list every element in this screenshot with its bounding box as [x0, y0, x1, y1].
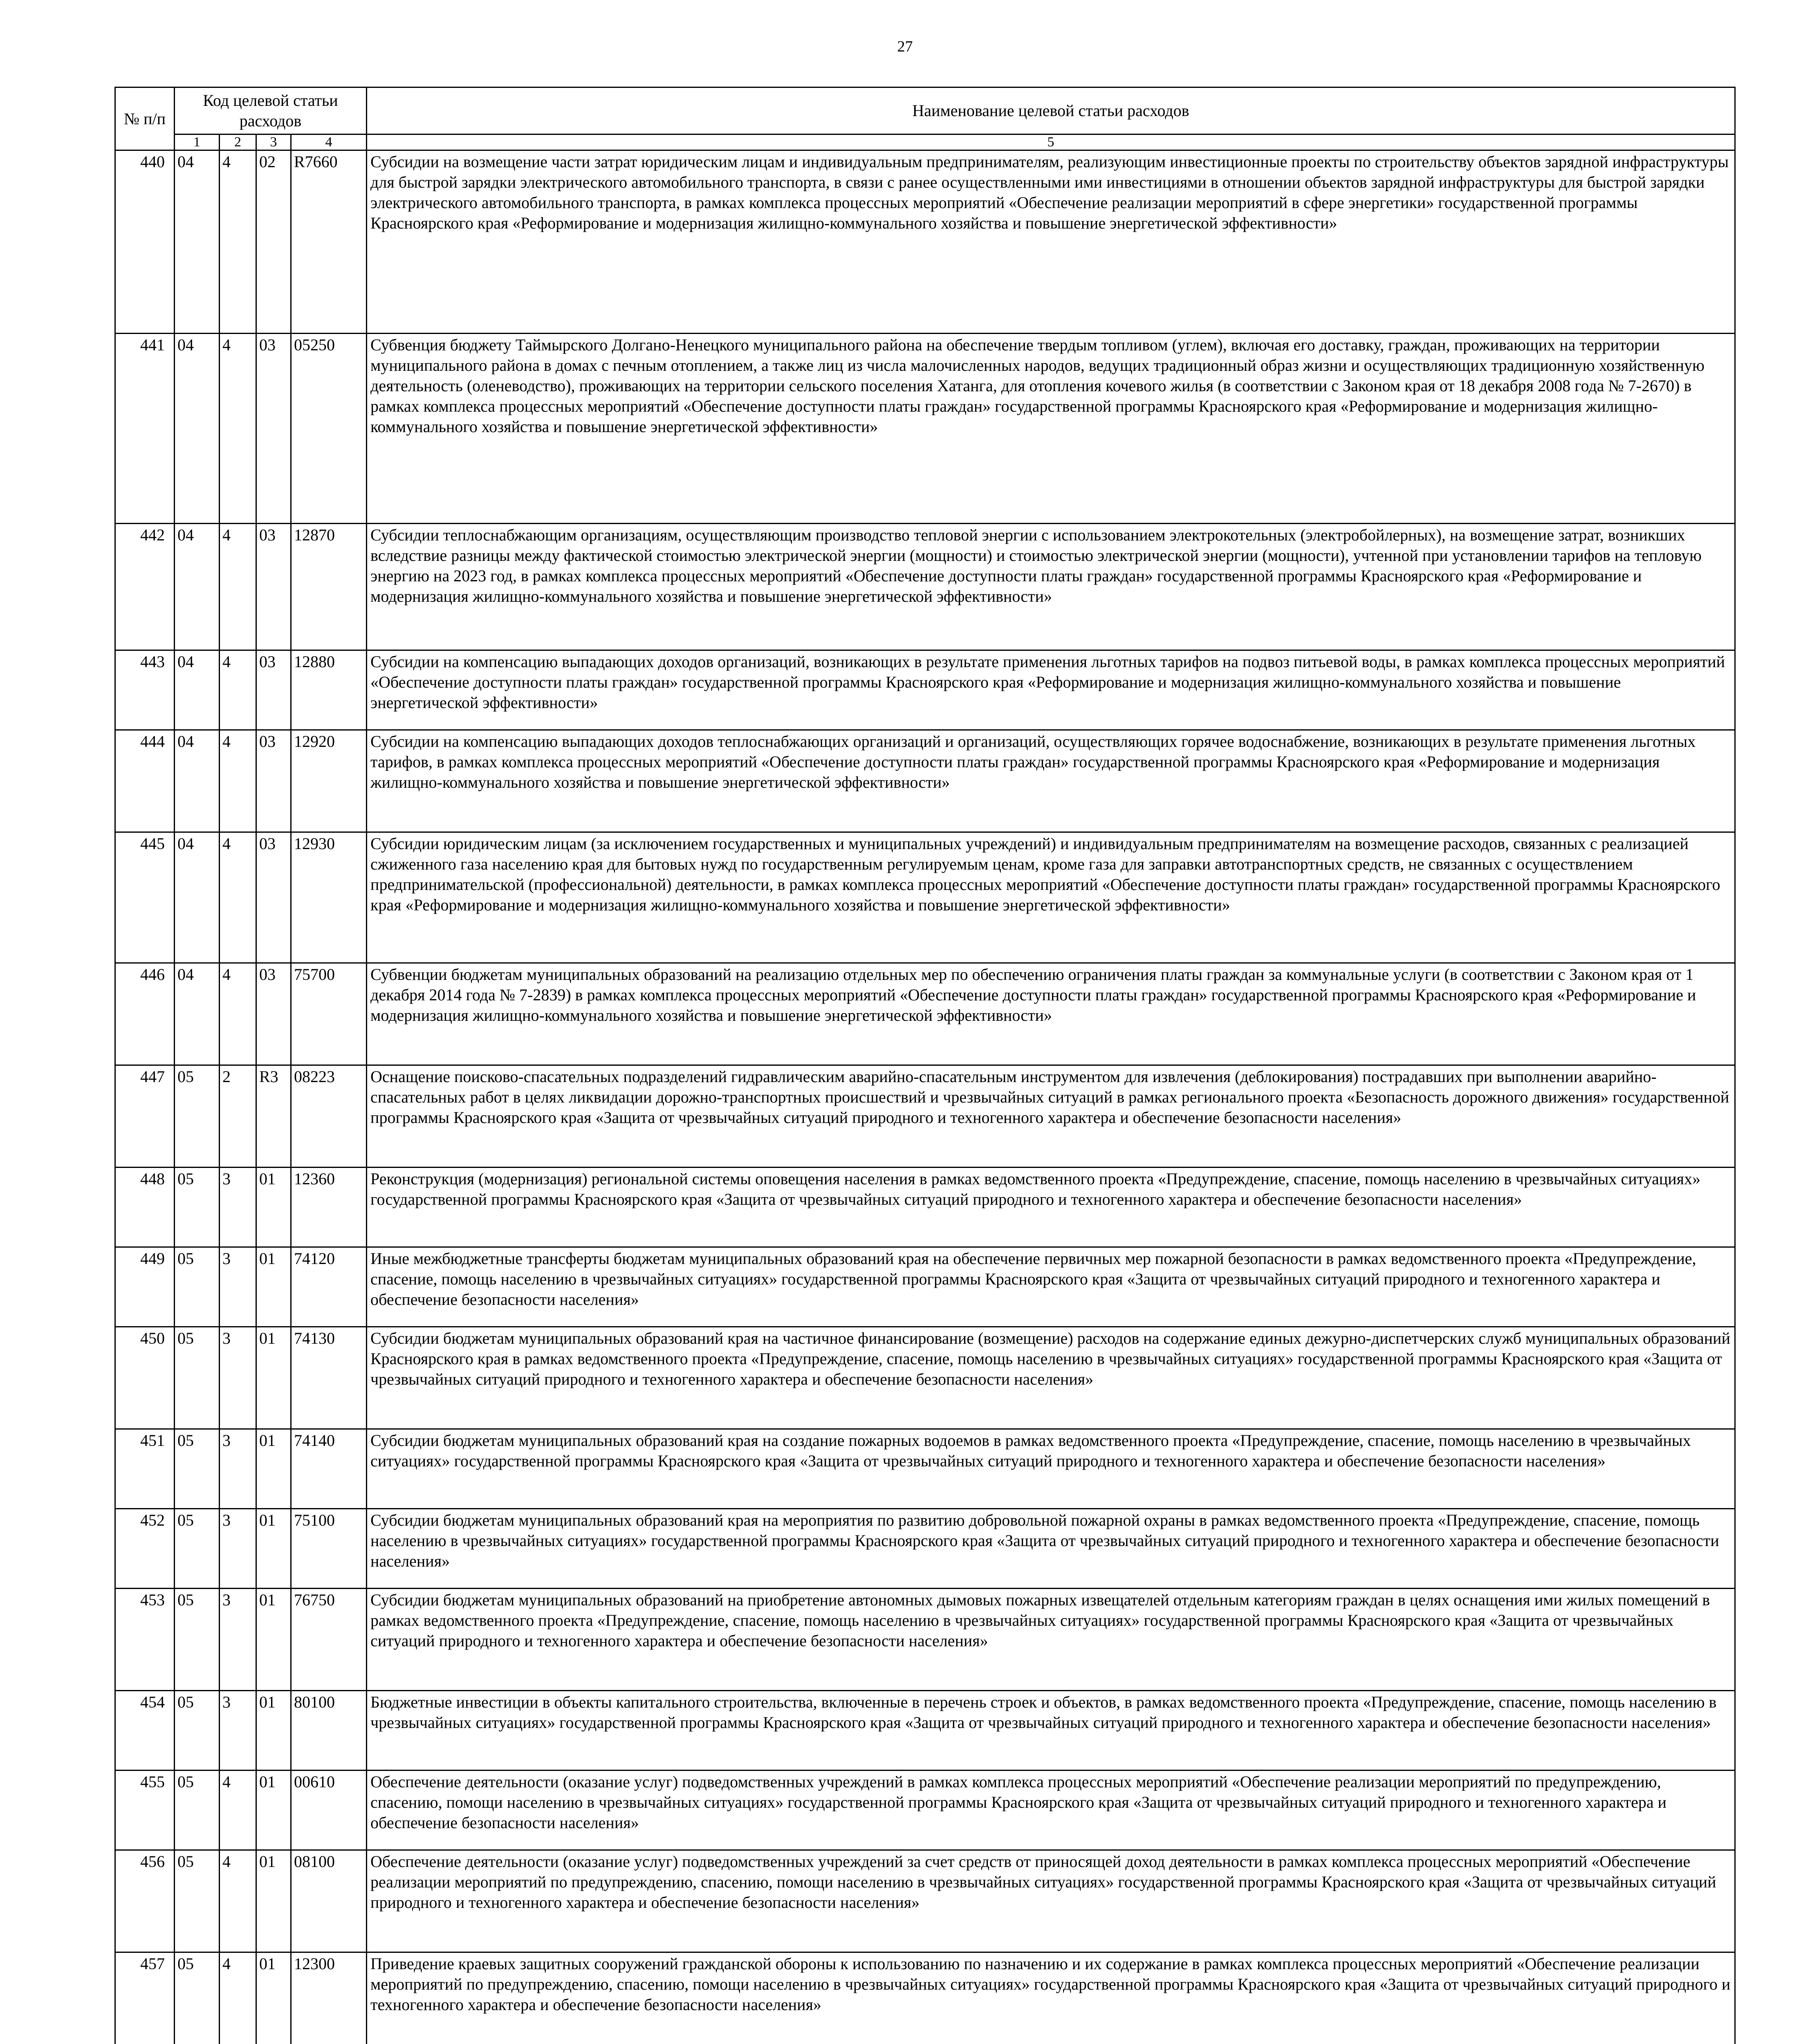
table-row	[115, 1952, 1735, 2044]
expense-description: Субсидии бюджетам муниципальных образований края на частичное финансирование (возмещение) расходов на содержание единых дежурно-диспетчерских служб муниципальных образований Красноярского края в рамках ведомственного проекта «Предупреждение, спасение, помощь населению в чрезвычайных ситуациях» государственной программы Красноярского края «Защита от чрезвычайных ситуаций природного и техногенного характера и обеспечение безопасности населения»	[367, 1327, 1735, 1429]
row-number: 454	[115, 1691, 175, 1771]
row-number: 449	[115, 1247, 175, 1327]
code-part-4: 12880	[291, 650, 367, 730]
code-part-1: 04	[175, 524, 220, 650]
code-part-3: 01	[256, 1850, 291, 1952]
code-part-3: 01	[256, 1952, 291, 2044]
code-part-4: 12930	[291, 832, 367, 963]
col-header-code: Код целевой статьи расходов	[175, 87, 367, 134]
code-part-2: 4	[220, 524, 256, 650]
table-row	[115, 1247, 1735, 1327]
index-row	[115, 134, 1735, 150]
code-part-4: 74130	[291, 1327, 367, 1429]
row-number: 447	[115, 1065, 175, 1168]
row-number: 441	[115, 334, 175, 524]
code-part-1: 05	[175, 1065, 220, 1168]
code-part-2: 4	[220, 1952, 256, 2044]
code-part-1: 05	[175, 1168, 220, 1247]
table-row	[115, 1850, 1735, 1952]
code-part-3: 01	[256, 1589, 291, 1691]
code-part-3: 01	[256, 1771, 291, 1850]
code-part-1: 05	[175, 1327, 220, 1429]
row-number: 443	[115, 650, 175, 730]
expense-description: Субсидии бюджетам муниципальных образований края на мероприятия по развитию добровольной пожарной охраны в рамках ведомственного проекта «Предупреждение, спасение, помощь населению в чрезвычайных ситуациях» государственной программы Красноярского края «Защита от чрезвычайных ситуаций природного и техногенного характера и обеспечение безопасности населения»	[367, 1509, 1735, 1589]
expense-description: Субсидии юридическим лицам (за исключением государственных и муниципальных учреждений) и индивидуальным предпринимателям на возмещение расходов, связанных с реализацией сжиженного газа населению края для бытовых нужд по государственным регулируемым ценам, кроме газа для заправки автотранспортных средств, не связанных с осуществлением предпринимательской (профессиональной) деятельности, в рамках комплекса процессных мероприятий «Обеспечение доступности платы граждан» государственной программы Красноярского края «Реформирование и модернизация жилищно-коммунального хозяйства и повышение энергетической эффективности»	[367, 832, 1735, 963]
code-part-4: R7660	[291, 150, 367, 334]
row-number: 444	[115, 730, 175, 832]
code-part-4: 12870	[291, 524, 367, 650]
index-cell: 2	[220, 134, 256, 150]
code-part-2: 3	[220, 1247, 256, 1327]
code-part-3: 01	[256, 1168, 291, 1247]
expense-description: Реконструкция (модернизация) региональной системы оповещения населения в рамках ведомственного проекта «Предупреждение, спасение, помощь населению в чрезвычайных ситуациях» государственной программы Красноярского края «Защита от чрезвычайных ситуаций природного и техногенного характера и обеспечение безопасности населения»	[367, 1168, 1735, 1247]
code-part-1: 05	[175, 1429, 220, 1509]
code-part-4: 80100	[291, 1691, 367, 1771]
row-number: 455	[115, 1771, 175, 1850]
code-part-1: 05	[175, 1850, 220, 1952]
code-part-2: 2	[220, 1065, 256, 1168]
code-part-1: 05	[175, 1509, 220, 1589]
code-part-4: 75100	[291, 1509, 367, 1589]
code-part-1: 04	[175, 730, 220, 832]
expense-description: Субсидии теплоснабжающим организациям, осуществляющим производство тепловой энергии с использованием электрокотельных (электробойлерных), на возмещение затрат, возникших вследствие разницы между фактической стоимостью электрической энергии (мощности) и стоимостью электрической энергии (мощности), учтенной при установлении тарифов на тепловую энергию на 2023 год, в рамках комплекса процессных мероприятий «Обеспечение доступности платы граждан» государственной программы Красноярского края «Реформирование и модернизация жилищно-коммунального хозяйства и повышение энергетической эффективности»	[367, 524, 1735, 650]
budget-table	[114, 87, 1736, 2044]
expense-description: Приведение краевых защитных сооружений гражданской обороны к использованию по назначению и их содержание в рамках комплекса процессных мероприятий «Обеспечение реализации мероприятий по предупреждению, спасению, помощи населению в чрезвычайных ситуациях» государственной программы Красноярского края «Защита от чрезвычайных ситуаций природного и техногенного характера и обеспечение безопасности населения»	[367, 1952, 1735, 2044]
code-part-3: 01	[256, 1509, 291, 1589]
index-cell: 3	[256, 134, 291, 150]
expense-description: Субсидии на возмещение части затрат юридическим лицам и индивидуальным предпринимателям, реализующим инвестиционные проекты по строительству объектов зарядной инфраструктуры для быстрой зарядки электрического автомобильного транспорта, в связи с ранее осуществленными ими инвестициями в отношении объектов зарядной инфраструктуры для быстрой зарядки электрического автомобильного транспорта, в рамках комплекса процессных мероприятий «Обеспечение реализации мероприятий в сфере энергетики» государственной программы Красноярского края «Реформирование и модернизация жилищно-коммунального хозяйства и повышение энергетической эффективности»	[367, 150, 1735, 334]
code-part-1: 05	[175, 1589, 220, 1691]
code-part-3: 03	[256, 963, 291, 1065]
col-header-name: Наименование целевой статьи расходов	[367, 87, 1735, 134]
code-part-4: 74140	[291, 1429, 367, 1509]
expense-description: Оснащение поисково-спасательных подразделений гидравлическим аварийно-спасательным инструментом для извлечения (деблокирования) пострадавших при выполнении аварийно-спасательных работ в целях ликвидации дорожно-транспортных происшествий и чрезвычайных ситуаций в рамках регионального проекта «Безопасность дорожного движения» государственной программы Красноярского края «Защита от чрезвычайных ситуаций природного и техногенного характера и обеспечение безопасности населения»	[367, 1065, 1735, 1168]
row-number: 440	[115, 150, 175, 334]
row-number: 445	[115, 832, 175, 963]
code-part-4: 05250	[291, 334, 367, 524]
code-part-1: 04	[175, 150, 220, 334]
table-row	[115, 1327, 1735, 1429]
code-part-4: 12360	[291, 1168, 367, 1247]
code-part-2: 3	[220, 1327, 256, 1429]
code-part-3: 01	[256, 1327, 291, 1429]
code-part-3: 03	[256, 832, 291, 963]
row-number: 446	[115, 963, 175, 1065]
expense-description: Иные межбюджетные трансферты бюджетам муниципальных образований края на обеспечение первичных мер пожарной безопасности в рамках ведомственного проекта «Предупреждение, спасение, помощь населению в чрезвычайных ситуациях» государственной программы Красноярского края «Защита от чрезвычайных ситуаций природного и техногенного характера и обеспечение безопасности населения»	[367, 1247, 1735, 1327]
code-part-4: 74120	[291, 1247, 367, 1327]
code-part-1: 05	[175, 1691, 220, 1771]
code-part-3: 03	[256, 730, 291, 832]
code-part-3: 01	[256, 1691, 291, 1771]
code-part-2: 4	[220, 832, 256, 963]
expense-description: Субсидии на компенсацию выпадающих доходов теплоснабжающих организаций и организаций, осуществляющих горячее водоснабжение, возникающих в результате применения льготных тарифов, в рамках комплекса процессных мероприятий «Обеспечение доступности платы граждан» государственной программы Красноярского края «Реформирование и модернизация жилищно-коммунального хозяйства и повышение энергетической эффективности»	[367, 730, 1735, 832]
expense-description: Субсидии бюджетам муниципальных образований края на создание пожарных водоемов в рамках ведомственного проекта «Предупреждение, спасение, помощь населению в чрезвычайных ситуациях» государственной программы Красноярского края «Защита от чрезвычайных ситуаций природного и техногенного характера и обеспечение безопасности населения»	[367, 1429, 1735, 1509]
code-part-3: 03	[256, 334, 291, 524]
code-part-4: 08223	[291, 1065, 367, 1168]
code-part-4: 75700	[291, 963, 367, 1065]
expense-description: Субвенция бюджету Таймырского Долгано-Ненецкого муниципального района на обеспечение твердым топливом (углем), включая его доставку, граждан, проживающих на территории муниципального района в домах с печным отоплением, а также лиц из числа малочисленных народов, ведущих традиционный образ жизни и осуществляющих традиционную хозяйственную деятельность (оленеводство), проживающих на территории сельского поселения Хатанга, для отопления кочевого жилья (в соответствии с Законом края от 18 декабря 2008 года № 7-2670) в рамках комплекса процессных мероприятий «Обеспечение доступности платы граждан» государственной программы Красноярского края «Реформирование и модернизация жилищно-коммунального хозяйства и повышение энергетической эффективности»	[367, 334, 1735, 524]
code-part-2: 4	[220, 334, 256, 524]
code-part-1: 05	[175, 1771, 220, 1850]
code-part-1: 04	[175, 650, 220, 730]
code-part-4: 76750	[291, 1589, 367, 1691]
code-part-4: 00610	[291, 1771, 367, 1850]
code-part-2: 4	[220, 650, 256, 730]
table-row	[115, 150, 1735, 334]
code-part-1: 04	[175, 334, 220, 524]
code-part-3: 01	[256, 1429, 291, 1509]
row-number: 456	[115, 1850, 175, 1952]
code-part-3: 03	[256, 650, 291, 730]
code-part-4: 08100	[291, 1850, 367, 1952]
expense-description: Субвенции бюджетам муниципальных образований на реализацию отдельных мер по обеспечению ограничения платы граждан за коммунальные услуги (в соответствии с Законом края от 1 декабря 2014 года № 7-2839) в рамках комплекса процессных мероприятий «Обеспечение доступности платы граждан» государственной программы Красноярского края «Реформирование и модернизация жилищно-коммунального хозяйства и повышение энергетической эффективности»	[367, 963, 1735, 1065]
code-part-3: 01	[256, 1247, 291, 1327]
table-row	[115, 1168, 1735, 1247]
code-part-2: 3	[220, 1429, 256, 1509]
table-row	[115, 1065, 1735, 1168]
code-part-1: 05	[175, 1247, 220, 1327]
table-row	[115, 832, 1735, 963]
row-number: 453	[115, 1589, 175, 1691]
code-part-2: 3	[220, 1589, 256, 1691]
col-header-number: № п/п	[115, 87, 175, 150]
expense-description: Бюджетные инвестиции в объекты капитального строительства, включенные в перечень строек и объектов, в рамках ведомственного проекта «Предупреждение, спасение, помощь населению в чрезвычайных ситуациях» государственной программы Красноярского края «Защита от чрезвычайных ситуаций природного и техногенного характера и обеспечение безопасности населения»	[367, 1691, 1735, 1771]
code-part-4: 12300	[291, 1952, 367, 2044]
expense-description: Субсидии бюджетам муниципальных образований на приобретение автономных дымовых пожарных извещателей отдельным категориям граждан в целях оснащения ими жилых помещений в рамках ведомственного проекта «Предупреждение, спасение, помощь населению в чрезвычайных ситуациях» государственной программы Красноярского края «Защита от чрезвычайных ситуаций природного и техногенного характера и обеспечение безопасности населения»	[367, 1589, 1735, 1691]
expense-description: Обеспечение деятельности (оказание услуг) подведомственных учреждений за счет средств от приносящей доход деятельности в рамках комплекса процессных мероприятий «Обеспечение реализации мероприятий по предупреждению, спасению, помощи населению в чрезвычайных ситуациях» государственной программы Красноярского края «Защита от чрезвычайных ситуаций природного и техногенного характера и обеспечение безопасности населения»	[367, 1850, 1735, 1952]
code-part-1: 04	[175, 963, 220, 1065]
row-number: 457	[115, 1952, 175, 2044]
table-row	[115, 1509, 1735, 1589]
page-number: 27	[897, 38, 913, 55]
row-number: 448	[115, 1168, 175, 1247]
code-part-2: 3	[220, 1168, 256, 1247]
table-row	[115, 1589, 1735, 1691]
code-part-2: 4	[220, 963, 256, 1065]
table-row	[115, 1691, 1735, 1771]
code-part-2: 3	[220, 1509, 256, 1589]
row-number: 442	[115, 524, 175, 650]
code-part-2: 3	[220, 1691, 256, 1771]
index-cell: 4	[291, 134, 367, 150]
table-row	[115, 963, 1735, 1065]
code-part-2: 4	[220, 1850, 256, 1952]
code-part-1: 04	[175, 832, 220, 963]
table-row	[115, 730, 1735, 832]
row-number: 450	[115, 1327, 175, 1429]
index-cell: 5	[367, 134, 1735, 150]
row-number: 451	[115, 1429, 175, 1509]
table-row	[115, 650, 1735, 730]
table-row	[115, 334, 1735, 524]
table-row	[115, 1429, 1735, 1509]
expense-description: Обеспечение деятельности (оказание услуг) подведомственных учреждений в рамках комплекса процессных мероприятий «Обеспечение реализации мероприятий по предупреждению, спасению, помощи населению в чрезвычайных ситуациях» государственной программы Красноярского края «Защита от чрезвычайных ситуаций природного и техногенного характера и обеспечение безопасности населения»	[367, 1771, 1735, 1850]
index-cell: 1	[175, 134, 220, 150]
code-part-4: 12920	[291, 730, 367, 832]
expense-description: Субсидии на компенсацию выпадающих доходов организаций, возникающих в результате применения льготных тарифов на подвоз питьевой воды, в рамках комплекса процессных мероприятий «Обеспечение доступности платы граждан» государственной программы Красноярского края «Реформирование и модернизация жилищно-коммунального хозяйства и повышение энергетической эффективности»	[367, 650, 1735, 730]
table-row	[115, 1771, 1735, 1850]
row-number: 452	[115, 1509, 175, 1589]
code-part-1: 05	[175, 1952, 220, 2044]
code-part-3: R3	[256, 1065, 291, 1168]
code-part-2: 4	[220, 730, 256, 832]
code-part-3: 03	[256, 524, 291, 650]
table-row	[115, 524, 1735, 650]
header-row	[115, 87, 1735, 134]
table-body	[115, 150, 1735, 2044]
code-part-2: 4	[220, 1771, 256, 1850]
code-part-2: 4	[220, 150, 256, 334]
code-part-3: 02	[256, 150, 291, 334]
